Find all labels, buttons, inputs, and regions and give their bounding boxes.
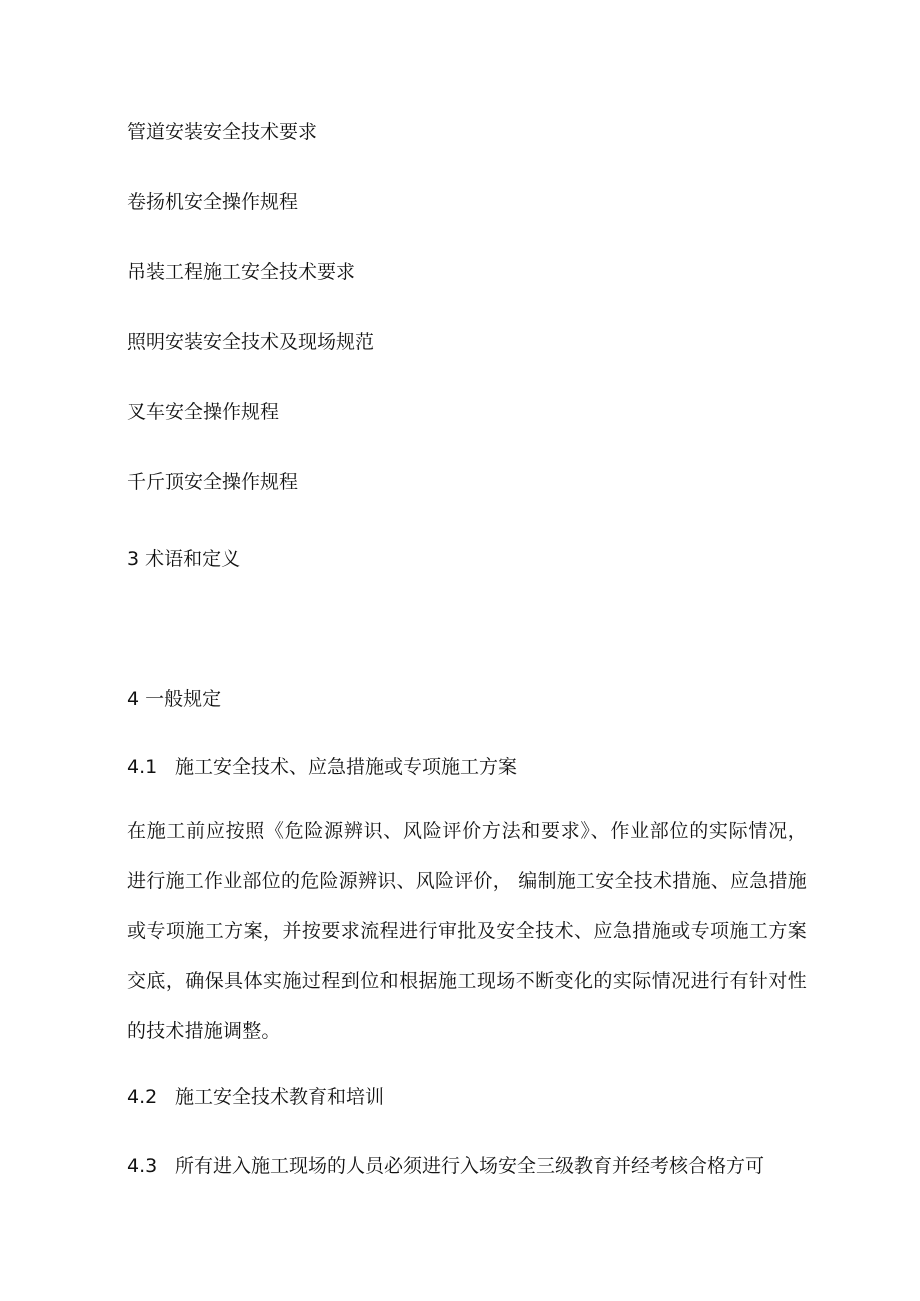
subsection-heading-4-2 (127, 1084, 384, 1110)
subsection-number: 4.1 (127, 756, 158, 778)
subsection-number: 4.3 (127, 1155, 158, 1177)
subsection-title: 施工安全技术教育和培训 (175, 1086, 385, 1108)
section-heading-4: 4 一般规定 (127, 688, 222, 710)
list-item: 千斤顶安全操作规程 (127, 471, 299, 493)
list-item: 管道安装安全技术要求 (127, 121, 318, 143)
section-heading-3: 3 术语和定义 (127, 548, 241, 570)
subsection-heading-4-3 (127, 1153, 764, 1179)
list-item: 照明安装安全技术及现场规范 (127, 331, 375, 353)
list-item: 吊装工程施工安全技术要求 (127, 261, 356, 283)
subsection-title: 施工安全技术、应急措施或专项施工方案 (175, 756, 518, 778)
list-item: 卷扬机安全操作规程 (127, 191, 299, 213)
subsection-number: 4.2 (127, 1086, 158, 1108)
subsection-heading-4-1 (127, 754, 517, 780)
paragraph-4-1: 在施工前应按照《危险源辨识、风险评价方法和要求》、作业部位的实际情况，进行施工作业部位的危险源辨识、风险评价， 编制施工安全技术措施、应急措施或专项施工方案，并按要求流程进行审批及安全技术、应急措施或专项施工方案交底，确保具体实施过程到位和根据施工现场不断变化的实际情况进行有针对性的技术措施调整。 (127, 820, 807, 1042)
subsection-title: 所有进入施工现场的人员必须进行入场安全三级教育并经考核合格方可 (175, 1155, 765, 1177)
list-item: 叉车安全操作规程 (127, 401, 280, 423)
